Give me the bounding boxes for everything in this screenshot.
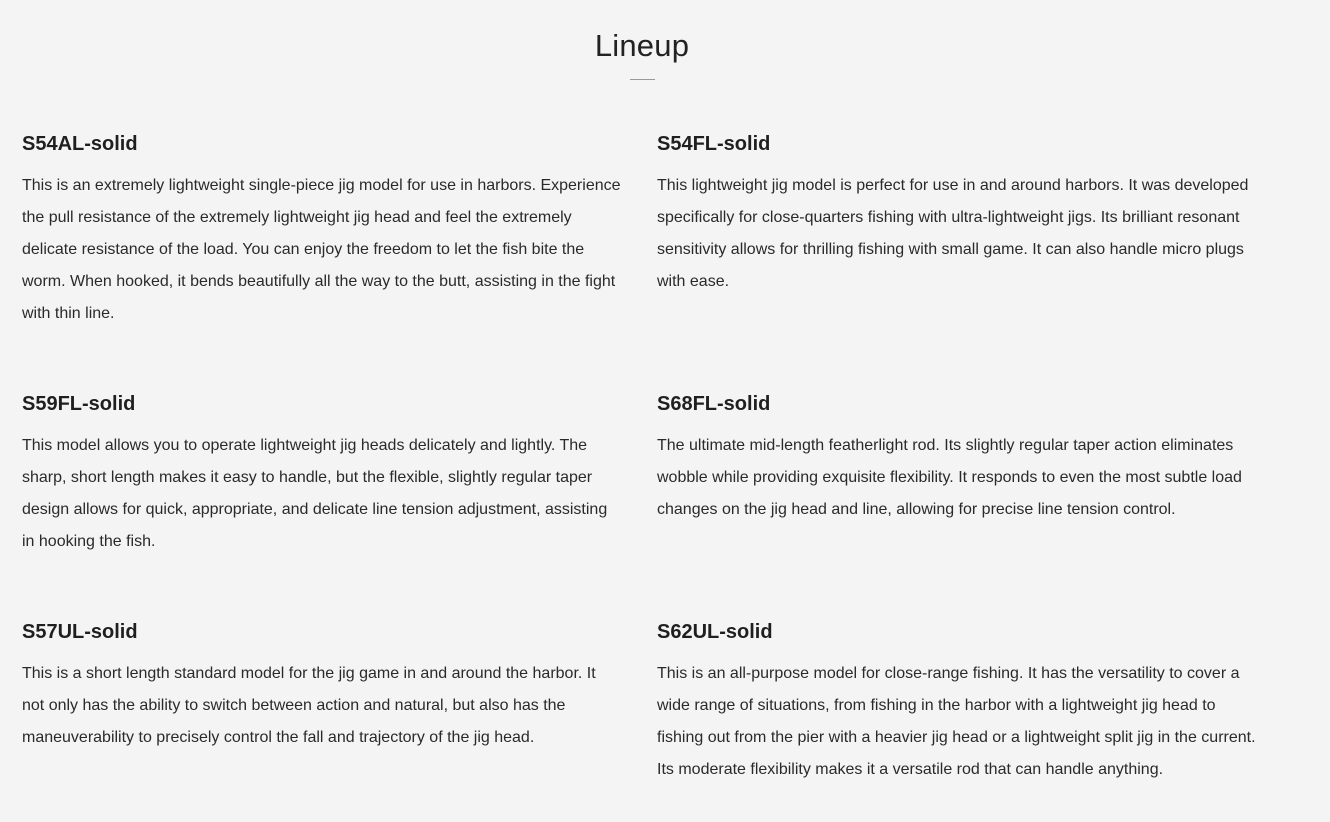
product-name: S68FL-solid <box>657 393 771 415</box>
product-grid <box>22 131 1272 799</box>
product-description: This lightweight jig model is perfect for use in and around harbors. It was developed specifically for close-quarters fishing with ultra-lightweight jigs. Its brilliant resonant sensitivity allows for thrilling fishing with small game. It can also handle micro plugs with ease. <box>657 177 1249 290</box>
product-card <box>657 131 1257 391</box>
product-description: This is an extremely lightweight single-piece jig model for use in harbors. Experience the pull resistance of the extremely lightweight jig head and feel the extremely delicate resistance of the load. You can enjoy the freedom to let the fish bite the worm. When hooked, it bends beautifully all the way to the butt, assisting in the fight with thin line. <box>22 177 621 322</box>
product-description: This is a short length standard model for the jig game in and around the harbor. It not only has the ability to switch between action and natural, but also has the maneuverability to precisely control the fall and trajectory of the jig head. <box>22 665 596 746</box>
title-divider <box>630 79 655 80</box>
section-header <box>0 26 1284 80</box>
section-title: Lineup <box>594 28 690 63</box>
product-card <box>657 619 1257 799</box>
product-name: S54FL-solid <box>657 133 771 155</box>
product-name: S57UL-solid <box>22 621 138 643</box>
product-card <box>657 391 1257 619</box>
product-card <box>22 131 622 391</box>
product-card <box>22 619 622 799</box>
product-name: S62UL-solid <box>657 621 773 643</box>
product-description: This model allows you to operate lightweight jig heads delicately and lightly. The sharp, short length makes it easy to handle, but the flexible, slightly regular taper design allows for quick, appropriate, and delicate line tension adjustment, assisting in hooking the fish. <box>22 437 608 550</box>
product-name: S54AL-solid <box>22 133 138 155</box>
product-card <box>22 391 622 619</box>
product-name: S59FL-solid <box>22 393 136 415</box>
product-description: This is an all-purpose model for close-range fishing. It has the versatility to cover a wide range of situations, from fishing in the harbor with a lightweight jig head to fishing out from the pier with a heavier jig head or a lightweight split jig in the current. Its moderate flexibility makes it a versatile rod that can handle anything. <box>657 665 1256 778</box>
product-description: The ultimate mid-length featherlight rod. Its slightly regular taper action eliminates wobble while providing exquisite flexibility. It responds to even the most subtle load changes on the jig head and line, allowing for precise line tension control. <box>657 437 1242 518</box>
